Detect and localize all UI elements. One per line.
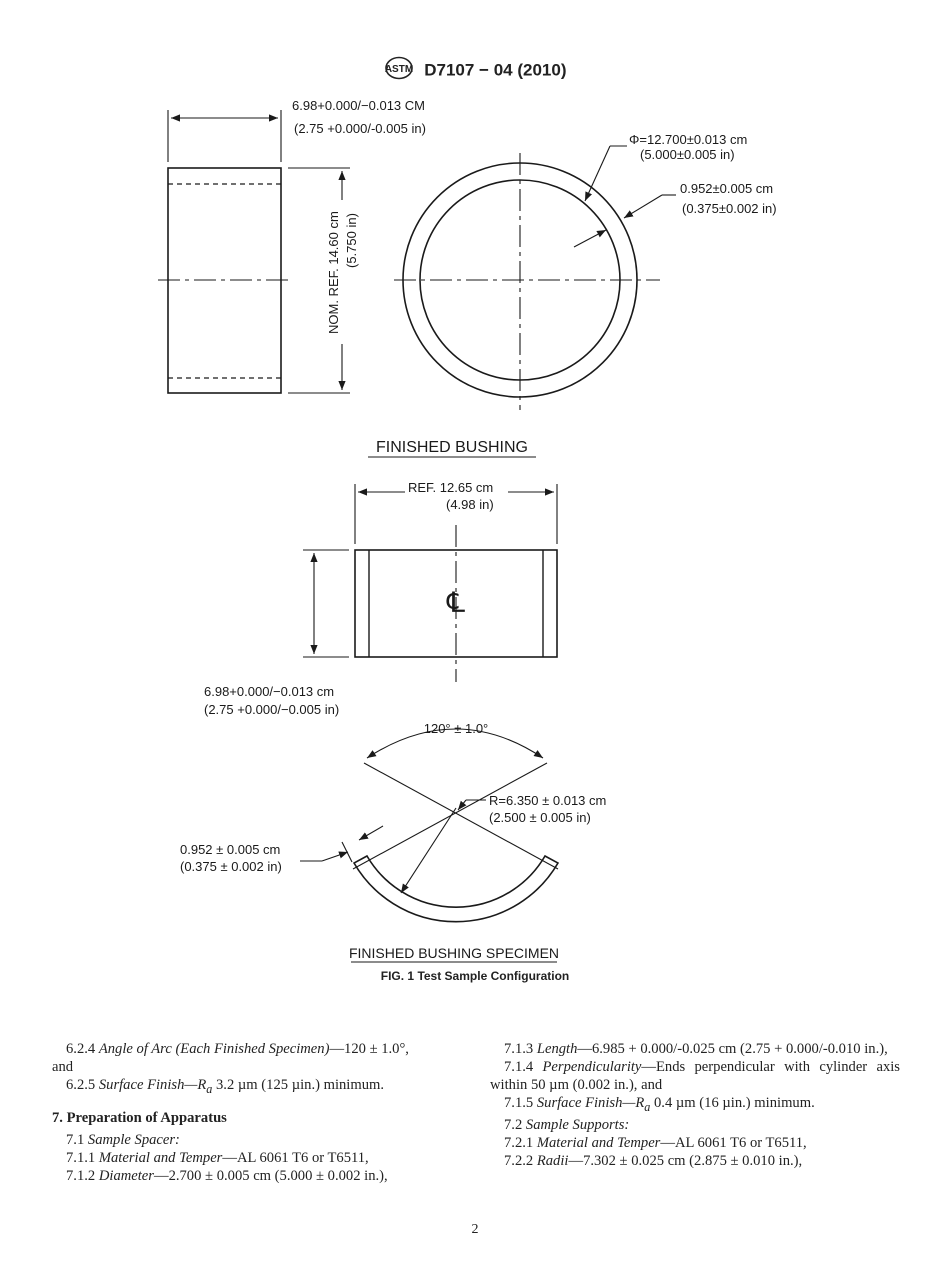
figure-caption: FIG. 1 Test Sample Configuration: [380, 969, 570, 983]
paragraph-7-1-2: 7.1.2 Diameter—2.700 ± 0.005 cm (5.000 ± 0.002 in.),: [66, 1167, 388, 1184]
paragraph-7-2-1: 7.2.1 Material and Temper—AL 6061 T6 or T6511,: [504, 1134, 807, 1151]
arc-angle-label: 120° ± 1.0°: [423, 721, 489, 736]
radius-label: R=6.350 ± 0.013 cm: [489, 793, 607, 808]
length-label: NOM. REF. 14.60 cm: [326, 211, 341, 334]
outer-diameter-imperial-label: (5.000±0.005 in): [640, 147, 735, 162]
ref-width-imperial-label: (4.98 in): [446, 497, 494, 512]
specimen-arc-view: [300, 729, 558, 922]
height-imperial-label: (2.75 +0.000/−0.005 in): [204, 702, 340, 717]
height-label: 6.98+0.000/−0.013 cm: [204, 684, 335, 699]
wall-thickness-imperial-label: (0.375±0.002 in): [682, 201, 777, 216]
paragraph-7-1-5: 7.1.5 Surface $Finish—R_a$ 0.4 µm (16 µin.) minimum.: [504, 1095, 815, 1114]
top-width-label: 6.98+0.000/−0.013 CM: [292, 98, 425, 113]
paragraph-7-1-4: 7.1.4 Perpendicularity—Ends perpendicular with cylinder axis within 50 µm (0.002 in.), and: [490, 1059, 900, 1093]
bushing-side-view: [158, 110, 350, 393]
page-number: 2: [471, 1222, 479, 1237]
finished-bushing-view: [303, 484, 557, 682]
paragraph-6-2-4: 6.2.4 Angle of Arc (Each Finished Specimen)—120 ± 1.0°,: [66, 1041, 409, 1057]
finished-bushing-title: FINISHED BUSHING: [375, 439, 529, 456]
top-width-imperial-label: (2.75 +0.000/-0.005 in): [294, 121, 426, 136]
paragraph-7-1: 7.1 Sample Spacer:: [66, 1131, 180, 1148]
thickness-imperial-label: (0.375 ± 0.002 in): [180, 859, 282, 874]
centerline-symbol: ℄: [447, 587, 465, 618]
ref-width-label: REF. 12.65 cm: [408, 480, 494, 495]
designation: D7107 − 04 (2010): [424, 60, 567, 80]
paragraph-7-1-1: 7.1.1 Material and Temper—AL 6061 T6 or T6511,: [66, 1149, 369, 1166]
paragraph-6-2-4-tail: and: [52, 1059, 74, 1075]
astm-logo-text: ASTM: [384, 64, 413, 75]
radius-imperial-label: (2.500 ± 0.005 in): [489, 810, 591, 825]
thickness-label: 0.952 ± 0.005 cm: [180, 842, 281, 857]
bushing-end-view: [394, 146, 676, 410]
finished-specimen-title: FINISHED BUSHING SPECIMEN: [348, 945, 560, 961]
paragraph-7-2: 7.2 Sample Supports:: [504, 1116, 630, 1133]
right-column: [490, 1040, 900, 1170]
wall-thickness-label: 0.952±0.005 cm: [680, 181, 774, 196]
paragraph-7-2-2: 7.2.2 Radii—7.302 ± 0.025 cm (2.875 ± 0.010 in.),: [504, 1152, 803, 1169]
outer-diameter-label: Φ=12.700±0.013 cm: [629, 132, 748, 147]
section-7-heading: 7. Preparation of Apparatus: [52, 1109, 227, 1126]
left-column: [52, 1040, 457, 1185]
paragraph-7-1-3: 7.1.3 Length—6.985 + 0.000/-0.025 cm (2.75 + 0.000/-0.010 in.),: [504, 1041, 888, 1057]
length-imperial-label: (5.750 in): [344, 213, 359, 268]
paragraph-6-2-5: 6.2.5 Surface $Finish—R_a$ 3.2 µm (125 µin.) minimum.: [66, 1077, 385, 1096]
